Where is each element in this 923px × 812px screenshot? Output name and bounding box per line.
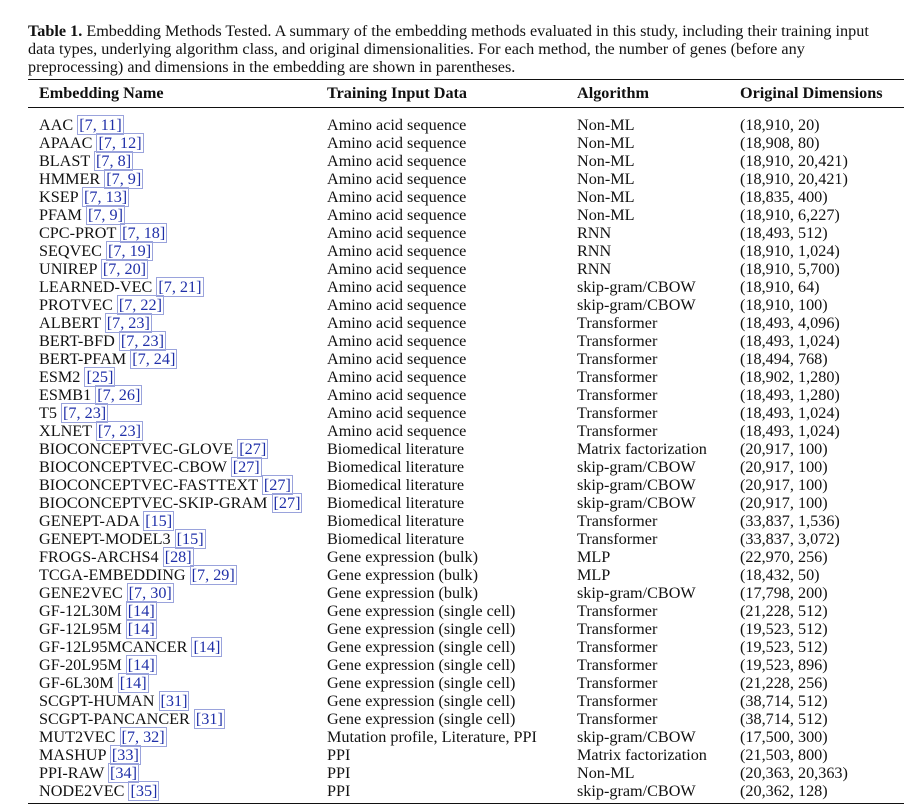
- training-input-cell: Amino acid sequence: [327, 188, 467, 206]
- embedding-name: FROGS-ARCHS4: [39, 548, 159, 566]
- table-row: [28, 242, 904, 260]
- citation-link[interactable]: [7, 21]: [158, 278, 202, 296]
- citation-link[interactable]: [27]: [263, 476, 291, 494]
- embedding-name: GF-12L30M: [39, 602, 122, 620]
- algorithm-cell: Non-ML: [577, 116, 635, 134]
- embedding-name-cell: [39, 692, 327, 710]
- training-input-cell: Biomedical literature: [327, 458, 465, 476]
- dimensions-cell: (38,714, 512): [740, 710, 828, 728]
- embedding-methods-table: [28, 79, 904, 804]
- training-input-cell: Gene expression (single cell): [327, 692, 516, 710]
- algorithm-cell: Non-ML: [577, 206, 635, 224]
- algorithm-cell: Transformer: [577, 638, 658, 656]
- algorithm-cell: skip-gram/CBOW: [577, 458, 696, 476]
- table-header-row: [28, 80, 904, 107]
- citation-link[interactable]: [7, 9]: [87, 206, 123, 224]
- embedding-name: SCGPT-HUMAN: [39, 692, 155, 710]
- algorithm-cell: skip-gram/CBOW: [577, 584, 696, 602]
- dimensions-cell: (18,494, 768): [740, 350, 828, 368]
- dimensions-cell: (18,910, 6,227): [740, 206, 840, 224]
- dimensions-cell: (18,493, 1,024): [740, 404, 840, 422]
- dimensions-cell: (20,917, 100): [740, 476, 828, 494]
- training-input-cell: Amino acid sequence: [327, 296, 467, 314]
- dimensions-cell: (18,908, 80): [740, 134, 820, 152]
- algorithm-cell: RNN: [577, 242, 612, 260]
- embedding-name: MASHUP: [39, 746, 106, 764]
- table-row: [28, 710, 904, 728]
- training-input-cell: Gene expression (bulk): [327, 548, 479, 566]
- table-row: [28, 296, 904, 314]
- citation-link[interactable]: [7, 29]: [191, 566, 235, 584]
- table-row: [28, 512, 904, 530]
- training-input-cell: Biomedical literature: [327, 494, 465, 512]
- citation-link[interactable]: [14]: [119, 674, 147, 692]
- table-row: [28, 350, 904, 368]
- embedding-name: BIOCONCEPTVEC-FASTTEXT: [39, 476, 258, 494]
- algorithm-cell: skip-gram/CBOW: [577, 476, 696, 494]
- training-input-cell: Biomedical literature: [327, 530, 465, 548]
- table-row: [28, 152, 904, 170]
- embedding-name: ESM2: [39, 368, 81, 386]
- embedding-name: KSEP: [39, 188, 78, 206]
- table-row: [28, 674, 904, 692]
- table-row: [28, 782, 904, 800]
- table-row: [28, 602, 904, 620]
- algorithm-cell: Transformer: [577, 350, 658, 368]
- table-row: [28, 206, 904, 224]
- table-row: [28, 116, 904, 134]
- embedding-name-cell: [39, 638, 327, 656]
- training-input-cell: Amino acid sequence: [327, 350, 467, 368]
- algorithm-cell: Matrix factorization: [577, 746, 707, 764]
- table-row: [28, 188, 904, 206]
- embedding-name-cell: [39, 278, 327, 296]
- algorithm-cell: Transformer: [577, 602, 658, 620]
- embedding-name: GENEPT-ADA: [39, 512, 140, 530]
- training-input-cell: PPI: [327, 782, 351, 800]
- table-row: [28, 440, 904, 458]
- dimensions-cell: (20,917, 100): [740, 440, 828, 458]
- citation-link[interactable]: [7, 26]: [97, 386, 141, 404]
- citation-link[interactable]: [7, 19]: [108, 242, 152, 260]
- embedding-name: SCGPT-PANCANCER: [39, 710, 190, 728]
- embedding-name: ALBERT: [39, 314, 101, 332]
- embedding-name: PPI-RAW: [39, 764, 104, 782]
- algorithm-cell: Non-ML: [577, 134, 635, 152]
- citation-link[interactable]: [15]: [145, 512, 173, 530]
- dimensions-cell: (18,493, 1,280): [740, 386, 840, 404]
- embedding-name-cell: [39, 674, 327, 692]
- caption-label: Table 1.: [28, 22, 83, 40]
- dimensions-cell: (18,432, 50): [740, 566, 820, 584]
- embedding-name-cell: [39, 188, 327, 206]
- training-input-cell: Amino acid sequence: [327, 170, 467, 188]
- embedding-name: APAAC: [39, 134, 93, 152]
- embedding-name: GF-20L95M: [39, 656, 122, 674]
- citation-link[interactable]: [7, 22]: [118, 296, 162, 314]
- training-input-cell: Amino acid sequence: [327, 422, 467, 440]
- table-row: [28, 134, 904, 152]
- dimensions-cell: (20,362, 128): [740, 782, 828, 800]
- embedding-name-cell: [39, 782, 327, 800]
- citation-link[interactable]: [7, 20]: [102, 260, 147, 278]
- training-input-cell: Amino acid sequence: [327, 152, 467, 170]
- training-input-cell: Amino acid sequence: [327, 368, 467, 386]
- citation-link[interactable]: [27]: [232, 458, 260, 476]
- dimensions-cell: (18,910, 20): [740, 116, 820, 134]
- training-input-cell: Mutation profile, Literature, PPI: [327, 728, 537, 746]
- dimensions-cell: (18,493, 1,024): [740, 422, 840, 440]
- training-input-cell: Amino acid sequence: [327, 404, 467, 422]
- embedding-name: BIOCONCEPTVEC-CBOW: [39, 458, 227, 476]
- citation-link[interactable]: [27]: [273, 494, 301, 512]
- algorithm-cell: skip-gram/CBOW: [577, 296, 696, 314]
- dimensions-cell: (18,835, 400): [740, 188, 828, 206]
- citation-link[interactable]: [7, 23]: [63, 404, 107, 422]
- embedding-name-cell: [39, 728, 327, 746]
- embedding-name: GF-6L30M: [39, 674, 114, 692]
- citation-link[interactable]: [7, 12]: [98, 134, 142, 152]
- header-embedding-name: Embedding Name: [39, 84, 164, 102]
- algorithm-cell: skip-gram/CBOW: [577, 782, 696, 800]
- table-row: [28, 620, 904, 638]
- embedding-name: T5: [39, 404, 57, 422]
- table-row: [28, 494, 904, 512]
- dimensions-cell: (19,523, 896): [740, 656, 828, 674]
- training-input-cell: Amino acid sequence: [327, 332, 467, 350]
- algorithm-cell: Transformer: [577, 404, 658, 422]
- table-row: [28, 278, 904, 296]
- dimensions-cell: (33,837, 1,536): [740, 512, 840, 530]
- table-row: [28, 170, 904, 188]
- embedding-name-cell: [39, 620, 327, 638]
- caption-text: Embedding Methods Tested. A summary of the embedding methods evaluated in this study, including their training input data types, underlying algorithm class, and original dimensionalities. For each method, the number of genes (before any preprocessing) and dimensions in the embedding are shown in parentheses.: [28, 22, 869, 76]
- training-input-cell: Gene expression (single cell): [327, 620, 516, 638]
- algorithm-cell: Matrix factorization: [577, 440, 707, 458]
- embedding-name-cell: [39, 494, 327, 512]
- citation-link[interactable]: [28]: [164, 548, 192, 566]
- dimensions-cell: (22,970, 256): [740, 548, 828, 566]
- training-input-cell: Gene expression (single cell): [327, 710, 516, 728]
- table-row: [28, 368, 904, 386]
- dimensions-cell: (21,228, 512): [740, 602, 828, 620]
- citation-link[interactable]: [7, 9]: [106, 170, 142, 188]
- citation-link[interactable]: [35]: [130, 782, 158, 800]
- training-input-cell: Gene expression (bulk): [327, 584, 479, 602]
- embedding-name-cell: [39, 314, 327, 332]
- table-row: [28, 584, 904, 602]
- citation-link[interactable]: [33]: [111, 746, 139, 764]
- embedding-name-cell: [39, 656, 327, 674]
- embedding-name: CPC-PROT: [39, 224, 117, 242]
- citation-link[interactable]: [7, 23]: [120, 332, 164, 350]
- dimensions-cell: (20,917, 100): [740, 494, 828, 512]
- dimensions-cell: (17,798, 200): [740, 584, 828, 602]
- training-input-cell: Amino acid sequence: [327, 386, 467, 404]
- training-input-cell: Amino acid sequence: [327, 224, 467, 242]
- citation-link[interactable]: [7, 23]: [97, 422, 141, 440]
- embedding-name: HMMER: [39, 170, 101, 188]
- training-input-cell: Gene expression (bulk): [327, 566, 479, 584]
- embedding-name: LEARNED-VEC: [39, 278, 153, 296]
- embedding-name: ESMB1: [39, 386, 92, 404]
- training-input-cell: Amino acid sequence: [327, 260, 467, 278]
- embedding-name: BERT-BFD: [39, 332, 115, 350]
- algorithm-cell: Transformer: [577, 710, 658, 728]
- embedding-name: NODE2VEC: [39, 782, 125, 800]
- table-row: [28, 728, 904, 746]
- training-input-cell: Amino acid sequence: [327, 314, 467, 332]
- citation-link[interactable]: [15]: [176, 530, 204, 548]
- training-input-cell: Amino acid sequence: [327, 206, 467, 224]
- algorithm-cell: Transformer: [577, 530, 658, 548]
- citation-link[interactable]: [7, 18]: [122, 224, 166, 242]
- dimensions-cell: (18,910, 5,700): [740, 260, 840, 278]
- training-input-cell: Gene expression (single cell): [327, 674, 516, 692]
- training-input-cell: Amino acid sequence: [327, 242, 467, 260]
- embedding-name-cell: [39, 602, 327, 620]
- algorithm-cell: Transformer: [577, 692, 658, 710]
- embedding-name: BIOCONCEPTVEC-GLOVE: [39, 440, 234, 458]
- citation-link[interactable]: [14]: [127, 656, 155, 674]
- table-caption: [28, 22, 896, 76]
- embedding-name: PROTVEC: [39, 296, 113, 314]
- embedding-name: AAC: [39, 116, 74, 134]
- training-input-cell: Amino acid sequence: [327, 278, 467, 296]
- embedding-name-cell: [39, 422, 327, 440]
- embedding-name: GENE2VEC: [39, 584, 123, 602]
- citation-link[interactable]: [14]: [127, 602, 155, 620]
- citation-link[interactable]: [25]: [86, 368, 114, 386]
- embedding-name: GENEPT-MODEL3: [39, 530, 171, 548]
- embedding-name-cell: [39, 476, 327, 494]
- table-row: [28, 746, 904, 764]
- embedding-name: SEQVEC: [39, 242, 102, 260]
- embedding-name-cell: [39, 746, 327, 764]
- table-bottom-rule: [28, 803, 904, 804]
- algorithm-cell: Transformer: [577, 422, 658, 440]
- embedding-name-cell: [39, 152, 327, 170]
- citation-link[interactable]: [7, 23]: [106, 314, 150, 332]
- embedding-name: TCGA-EMBEDDING: [39, 566, 186, 584]
- header-original-dimensions: Original Dimensions: [740, 84, 883, 102]
- dimensions-cell: (19,523, 512): [740, 620, 828, 638]
- dimensions-cell: (18,493, 1,024): [740, 332, 840, 350]
- embedding-name-cell: [39, 458, 327, 476]
- algorithm-cell: MLP: [577, 566, 611, 584]
- embedding-name: BIOCONCEPTVEC-SKIP-GRAM: [39, 494, 268, 512]
- embedding-name: PFAM: [39, 206, 82, 224]
- table-row: [28, 224, 904, 242]
- algorithm-cell: Transformer: [577, 386, 658, 404]
- algorithm-cell: MLP: [577, 548, 611, 566]
- algorithm-cell: skip-gram/CBOW: [577, 728, 696, 746]
- table-row: [28, 332, 904, 350]
- training-input-cell: Amino acid sequence: [327, 134, 467, 152]
- embedding-name-cell: [39, 404, 327, 422]
- table-row: [28, 656, 904, 674]
- training-input-cell: Biomedical literature: [327, 476, 465, 494]
- citation-link[interactable]: [27]: [239, 440, 267, 458]
- training-input-cell: Gene expression (single cell): [327, 638, 516, 656]
- table-body: [28, 108, 904, 803]
- algorithm-cell: skip-gram/CBOW: [577, 278, 696, 296]
- algorithm-cell: Transformer: [577, 656, 658, 674]
- table-row: [28, 404, 904, 422]
- embedding-name-cell: [39, 368, 327, 386]
- embedding-name-cell: [39, 206, 327, 224]
- table-row: [28, 458, 904, 476]
- embedding-name: XLNET: [39, 422, 92, 440]
- citation-link[interactable]: [7, 13]: [84, 188, 128, 206]
- algorithm-cell: Non-ML: [577, 152, 635, 170]
- embedding-name-cell: [39, 242, 327, 260]
- training-input-cell: Gene expression (single cell): [327, 656, 516, 674]
- algorithm-cell: Transformer: [577, 314, 658, 332]
- embedding-name-cell: [39, 512, 327, 530]
- table-row: [28, 386, 904, 404]
- header-algorithm: Algorithm: [577, 84, 649, 102]
- algorithm-cell: Transformer: [577, 620, 658, 638]
- dimensions-cell: (18,910, 1,024): [740, 242, 840, 260]
- training-input-cell: Gene expression (single cell): [327, 602, 516, 620]
- dimensions-cell: (18,910, 64): [740, 278, 820, 296]
- training-input-cell: PPI: [327, 764, 351, 782]
- training-input-cell: Biomedical literature: [327, 440, 465, 458]
- algorithm-cell: skip-gram/CBOW: [577, 494, 696, 512]
- algorithm-cell: RNN: [577, 224, 612, 242]
- dimensions-cell: (19,523, 512): [740, 638, 828, 656]
- dimensions-cell: (20,363, 20,363): [740, 764, 848, 782]
- embedding-name: BERT-PFAM: [39, 350, 127, 368]
- citation-link[interactable]: [31]: [195, 710, 223, 728]
- table-row: [28, 476, 904, 494]
- embedding-name-cell: [39, 440, 327, 458]
- citation-link[interactable]: [7, 8]: [96, 152, 132, 170]
- dimensions-cell: (21,503, 800): [740, 746, 828, 764]
- dimensions-cell: (21,228, 256): [740, 674, 828, 692]
- embedding-name: UNIREP: [39, 260, 97, 278]
- embedding-name-cell: [39, 260, 327, 278]
- algorithm-cell: Transformer: [577, 368, 658, 386]
- citation-link[interactable]: [31]: [160, 692, 188, 710]
- embedding-name: GF-12L95M: [39, 620, 122, 638]
- dimensions-cell: (18,493, 512): [740, 224, 828, 242]
- table-row: [28, 422, 904, 440]
- citation-link[interactable]: [14]: [193, 638, 221, 656]
- table-row: [28, 692, 904, 710]
- training-input-cell: PPI: [327, 746, 351, 764]
- dimensions-cell: (18,910, 100): [740, 296, 828, 314]
- citation-link[interactable]: [34]: [110, 764, 137, 782]
- algorithm-cell: Transformer: [577, 332, 658, 350]
- embedding-name-cell: [39, 224, 327, 242]
- embedding-name-cell: [39, 530, 327, 548]
- algorithm-cell: RNN: [577, 260, 612, 278]
- table-row: [28, 530, 904, 548]
- embedding-name: MUT2VEC: [39, 728, 116, 746]
- dimensions-cell: (18,902, 1,280): [740, 368, 840, 386]
- dimensions-cell: (18,910, 20,421): [740, 170, 848, 188]
- algorithm-cell: Non-ML: [577, 170, 635, 188]
- citation-link[interactable]: [7, 11]: [79, 116, 122, 134]
- embedding-name-cell: [39, 584, 327, 602]
- dimensions-cell: (20,917, 100): [740, 458, 828, 476]
- citation-link[interactable]: [7, 30]: [128, 584, 172, 602]
- table-row: [28, 638, 904, 656]
- header-training-input: Training Input Data: [327, 84, 468, 102]
- dimensions-cell: (18,910, 20,421): [740, 152, 848, 170]
- citation-link[interactable]: [14]: [127, 620, 155, 638]
- embedding-name: GF-12L95MCANCER: [39, 638, 188, 656]
- embedding-name-cell: [39, 134, 327, 152]
- embedding-name-cell: [39, 332, 327, 350]
- embedding-name-cell: [39, 764, 327, 782]
- citation-link[interactable]: [7, 32]: [121, 728, 165, 746]
- table-row: [28, 764, 904, 782]
- embedding-name-cell: [39, 296, 327, 314]
- embedding-name: BLAST: [39, 152, 90, 170]
- embedding-name-cell: [39, 170, 327, 188]
- algorithm-cell: Non-ML: [577, 764, 635, 782]
- training-input-cell: Biomedical literature: [327, 512, 465, 530]
- embedding-name-cell: [39, 116, 327, 134]
- embedding-name-cell: [39, 566, 327, 584]
- dimensions-cell: (17,500, 300): [740, 728, 828, 746]
- training-input-cell: Amino acid sequence: [327, 116, 467, 134]
- embedding-name-cell: [39, 710, 327, 728]
- dimensions-cell: (38,714, 512): [740, 692, 828, 710]
- algorithm-cell: Transformer: [577, 512, 658, 530]
- citation-link[interactable]: [7, 24]: [132, 350, 176, 368]
- table-row: [28, 566, 904, 584]
- table-row: [28, 548, 904, 566]
- algorithm-cell: Transformer: [577, 674, 658, 692]
- embedding-name-cell: [39, 350, 327, 368]
- dimensions-cell: (33,837, 3,072): [740, 530, 840, 548]
- table-row: [28, 314, 904, 332]
- algorithm-cell: Non-ML: [577, 188, 635, 206]
- embedding-name-cell: [39, 386, 327, 404]
- table-row: [28, 260, 904, 278]
- embedding-name-cell: [39, 548, 327, 566]
- dimensions-cell: (18,493, 4,096): [740, 314, 840, 332]
